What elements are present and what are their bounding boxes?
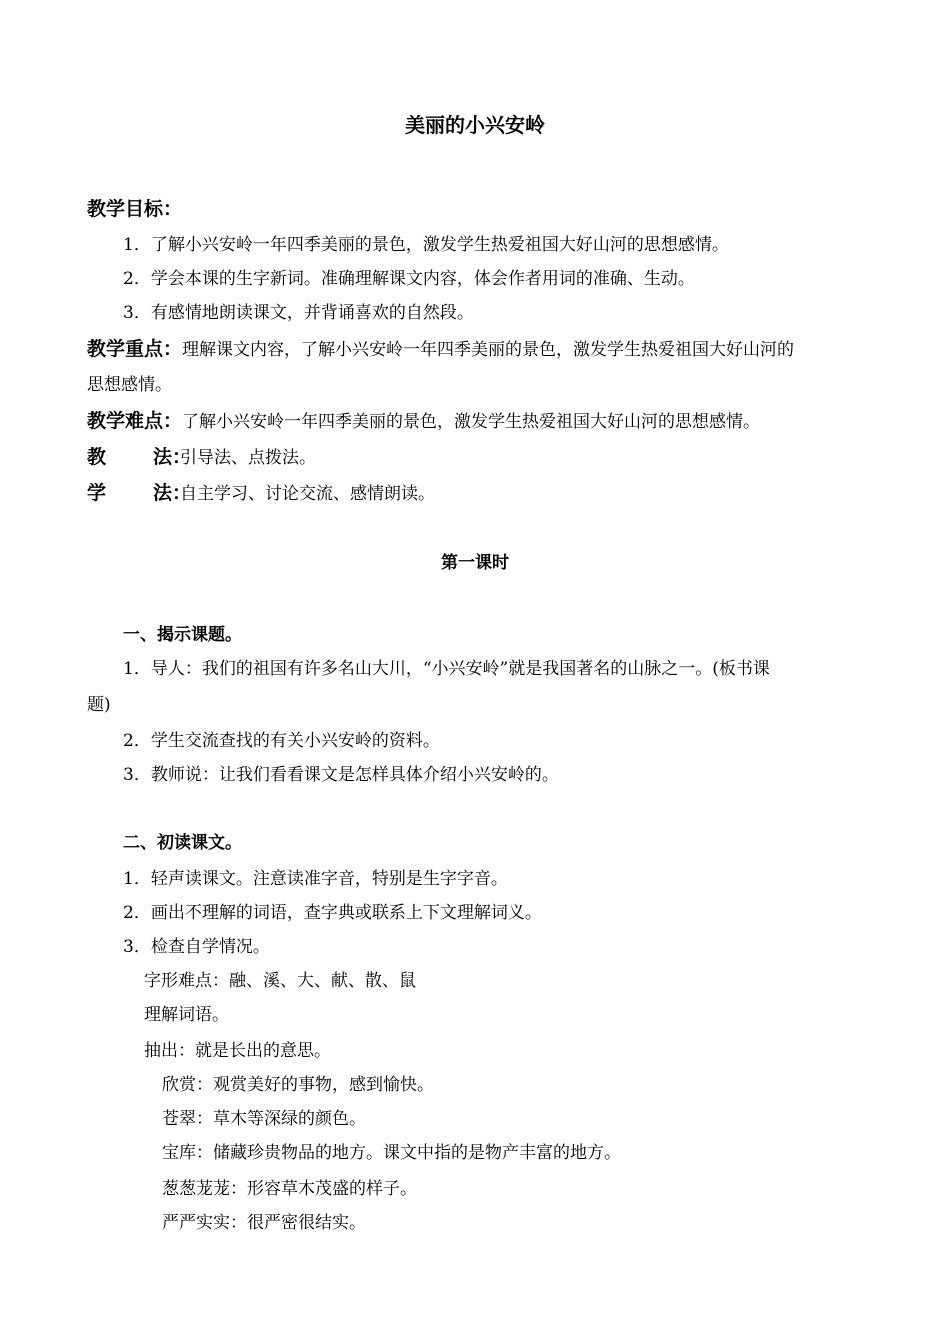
learning-method-text: 自主学习、讨论交流、感情朗读。 <box>180 484 435 504</box>
teaching-method-label: 教 法： <box>87 446 192 468</box>
goal-item: 1．了解小兴安岭一年四季美丽的景色，激发学生热爱祖国大好山河的思想感情。 <box>123 235 729 255</box>
definition-item: 抽出：就是长出的意思。 <box>144 1041 331 1061</box>
section-heading: 一、揭示课题。 <box>123 625 242 645</box>
goals-label: 教学目标： <box>87 198 183 220</box>
definition-item: 葱葱茏茏：形容草木茂盛的样子。 <box>162 1179 417 1199</box>
goal-item: 2．学会本课的生字新词。准确理解课文内容，体会作者用词的准确、生动。 <box>123 269 695 289</box>
difficulties <box>87 410 877 433</box>
difficulties-label: 教学难点： <box>87 410 183 432</box>
learning-method-label: 学 法： <box>87 482 192 504</box>
goals-heading <box>87 198 877 221</box>
lesson-title: 第一课时 <box>441 553 509 573</box>
document-title: 美丽的小兴安岭 <box>405 113 545 137</box>
glyph-difficulty: 字形难点：融、溪、大、献、散、鼠 <box>144 971 416 991</box>
goal-item: 3．有感情地朗读课文，并背诵喜欢的自然段。 <box>123 303 474 323</box>
teaching-method-text: 引导法、点拨法。 <box>180 448 316 468</box>
definition-item: 严严实实：很严密很结实。 <box>162 1213 366 1233</box>
difficulties-text: 了解小兴安岭一年四季美丽的景色，激发学生热爱祖国大好山河的思想感情。 <box>182 412 761 432</box>
key-points <box>87 338 877 361</box>
learning-method <box>87 482 877 505</box>
section-item: 3．检查自学情况。 <box>123 937 270 957</box>
section-item-continued: 题) <box>87 695 111 715</box>
key-points-text: 理解课文内容，了解小兴安岭一年四季美丽的景色，激发学生热爱祖国大好山河的 <box>182 340 795 360</box>
definition-item: 欣赏：观赏美好的事物，感到愉快。 <box>162 1075 434 1095</box>
teaching-method <box>87 446 877 469</box>
section-item: 1．轻声读课文。注意读准字音，特别是生字字音。 <box>123 869 508 889</box>
definition-item: 苍翠：草木等深绿的颜色。 <box>162 1109 366 1129</box>
section-item: 3．教师说：让我们看看课文是怎样具体介绍小兴安岭的。 <box>123 765 559 785</box>
section-item: 2．学生交流查找的有关小兴安岭的资料。 <box>123 731 440 751</box>
section-item: 1．导人：我们的祖国有许多名山大川，“小兴安岭”就是我国著名的山脉之一。(板书课 <box>123 659 770 679</box>
key-points-continued: 思想感情。 <box>87 375 172 395</box>
section-heading: 二、初读课文。 <box>123 833 242 853</box>
definition-item: 宝库：储藏珍贵物品的地方。课文中指的是物产丰富的地方。 <box>162 1143 621 1163</box>
key-points-label: 教学重点： <box>87 338 183 360</box>
understand-words: 理解词语。 <box>144 1005 229 1025</box>
section-item: 2．画出不理解的词语，查字典或联系上下文理解词义。 <box>123 903 542 923</box>
